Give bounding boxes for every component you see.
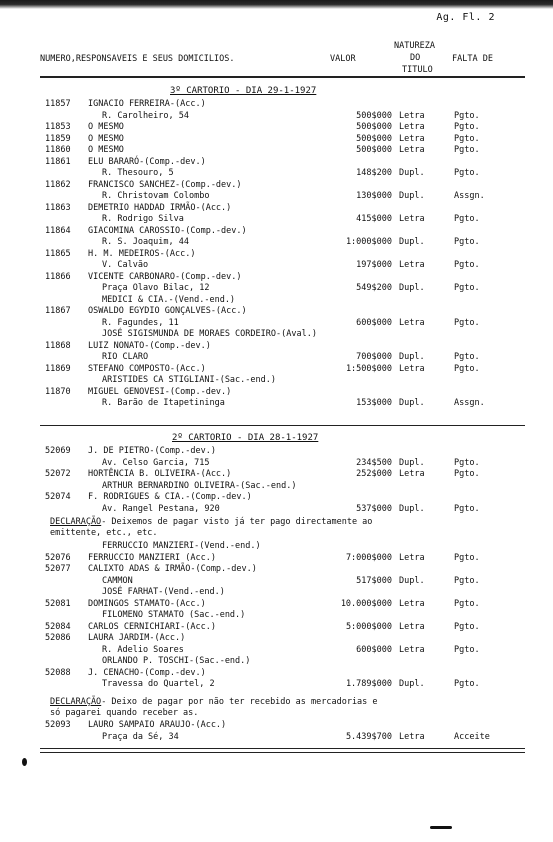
row-valor: 5.439$700 [345,731,392,742]
table-row [0,387,553,398]
row-natureza: Letra [399,133,425,144]
table-row [0,249,553,260]
row-valor: 5:000$000 [345,621,392,632]
table-row [0,668,553,679]
header-numero: NUMERO,RESPONSAVEIS E SEUS DOMICILIOS. [40,54,235,64]
row-valor: 1:500$000 [345,363,392,374]
row-name: JOSÉ FARHAT-(Vend.-end.) [102,587,225,597]
row-name: R. Rodrigo Silva [102,214,184,224]
row-name: CAMMON [102,575,133,586]
row-valor: 537$000 [356,503,392,514]
row-number: 52093 [45,720,71,730]
row-falta: Pgto. [454,644,480,655]
table-row [0,122,553,133]
table-row [0,481,553,492]
table-row [0,260,553,271]
section-title-3-cartorio: 3º CARTORIO - DIA 29-1-1927 [170,86,317,96]
table-row [0,226,553,237]
page-number: Ag. Fl. 2 [436,12,495,23]
row-number: 11862 [45,179,71,190]
row-name: LAURA JARDIM-(Acc.) [88,633,186,643]
row-name: R. Fagundes, 11 [102,317,179,328]
row-natureza: Letra [399,145,425,155]
table-row [0,458,553,469]
table-row [0,99,553,110]
table-row [0,645,553,656]
row-natureza: Dupl. [399,457,425,468]
row-number: 52076 [45,552,71,563]
row-falta: Pgto. [454,679,480,689]
ink-mark [22,758,27,766]
row-number: 52081 [45,598,71,609]
row-falta: Pgto. [454,237,480,247]
declaracao-1 [50,517,372,527]
row-valor: 517$000 [356,575,392,586]
row-name: ARISTIDES CA STIGLIANI-(Sac.-end.) [102,375,276,385]
row-name: Av. Rangel Pestana, 920 [102,503,220,514]
row-number: 11864 [45,225,71,236]
row-name: CALIXTO ADAS & IRMÃO-(Comp.-dev.) [88,564,257,574]
row-falta: Pgto. [454,317,480,328]
row-falta: Pgto. [454,469,480,479]
row-natureza: Letra [399,214,425,224]
row-name: MEDICI & CIA.-(Vend.-end.) [102,294,236,305]
row-number: 11867 [45,306,71,316]
row-name: R. Thesouro, 5 [102,168,174,178]
table-row [0,492,553,503]
row-natureza: Dupl. [399,168,425,178]
table-row [0,364,553,375]
row-natureza: Letra [399,317,425,328]
row-name: R. Adelio Soares [102,644,184,655]
row-name: GIACOMINA CAROSSIO-(Comp.-dev.) [88,225,247,236]
ink-smudge [430,826,452,829]
row-falta: Pgto. [454,214,480,224]
row-name: F. RODRIGUES & CIA.-(Comp.-dev.) [88,492,252,502]
row-falta: Pgto. [454,552,480,563]
row-name: J. CENACHO-(Comp.-dev.) [88,667,206,678]
table-row [0,587,553,598]
declaracao-2-label: DECLARAÇÃO [50,697,102,707]
row-number: 11857 [45,99,71,109]
row-name: MIGUEL GENOVESI-(Comp.-dev.) [88,386,232,397]
table-row [0,599,553,610]
row-valor: 197$000 [356,260,392,270]
row-natureza: Letra [399,122,425,132]
row-name: OSWALDO EGYDIO GONÇALVES-(Acc.) [88,306,247,316]
header-rule [40,76,525,78]
header-natureza-do: DO [410,53,421,63]
row-valor: 500$000 [356,122,392,132]
table-row [0,610,553,621]
row-valor: 415$000 [356,214,392,224]
row-valor: 234$500 [356,457,392,468]
table-row [0,203,553,214]
section-title-2-cartorio: 2º CARTORIO - DIA 28-1-1927 [172,433,319,443]
row-number: 52086 [45,633,71,643]
table-row [0,237,553,248]
row-name: FERRUCCIO MANZIERI (Acc.) [88,552,216,563]
row-name: FRANCISCO SANCHEZ-(Comp.-dev.) [88,179,242,190]
row-natureza: Letra [399,363,425,374]
row-name: RIO CLARO [102,352,149,362]
row-name: Travessa do Quartel, 2 [102,679,215,689]
row-falta: Pgto. [454,122,480,132]
row-name: O MESMO [88,133,124,144]
row-falta: Pgto. [454,145,480,155]
row-name: IGNACIO FERREIRA-(Acc.) [88,99,206,109]
header-falta: FALTA DE [452,54,493,64]
table-row [0,446,553,457]
row-natureza: Dupl. [399,283,425,293]
row-number: 11859 [45,133,71,144]
row-name: FERRUCCIO MANZIERI-(Vend.-end.) [102,541,261,551]
table-row [0,633,553,644]
row-falta: Assgn. [454,398,485,408]
row-name: FILOMENO STAMATO (Sac.-end.) [102,610,246,620]
table-row [0,732,553,743]
row-natureza: Dupl. [399,237,425,247]
row-natureza: Letra [399,644,425,655]
table-row [0,504,553,515]
header-natureza: NATUREZA [394,41,435,51]
row-natureza: Dupl. [399,575,425,586]
row-natureza: Dupl. [399,503,425,514]
row-name: DOMINGOS STAMATO-(Acc.) [88,598,206,609]
row-natureza: Dupl. [399,191,425,201]
table-row [0,352,553,363]
row-number: 52088 [45,667,71,678]
row-number: 52072 [45,469,71,479]
row-valor: 700$000 [356,352,392,362]
table-row [0,576,553,587]
table-row [0,341,553,352]
row-name: DEMETRIO HADDAD IRMÃO-(Acc.) [88,202,232,213]
table-row [0,553,553,564]
table-row [0,145,553,156]
row-name: J. DE PIETRO-(Comp.-dev.) [88,446,216,456]
row-number: 11866 [45,271,71,282]
table-row [0,306,553,317]
row-name: VICENTE CARBONARO-(Comp.-dev.) [88,271,242,282]
row-falta: Pgto. [454,260,480,270]
declaracao-1-label: DECLARAÇÃO [50,517,102,527]
table-row [0,656,553,667]
row-name: LUIZ NONATO-(Comp.-dev.) [88,340,211,351]
row-natureza: Letra [399,598,425,609]
row-natureza: Letra [399,621,425,632]
row-name: R. Christovam Colombo [102,191,210,201]
table-row [0,168,553,179]
header-valor: VALOR [330,54,356,64]
row-name: V. Calvão [102,260,149,270]
row-name: Praça da Sé, 34 [102,731,179,742]
row-valor: 148$200 [356,168,392,178]
header-natureza-titulo: TITULO [402,65,433,75]
row-natureza: Letra [399,260,425,270]
row-valor: 153$000 [356,398,392,408]
table-row [0,541,553,552]
row-name: O MESMO [88,122,124,132]
row-number: 11869 [45,363,71,374]
row-valor: 130$000 [356,191,392,201]
row-falta: Pgto. [454,457,480,468]
row-valor: 549$200 [356,283,392,293]
row-number: 52077 [45,564,71,574]
row-valor: 500$000 [356,133,392,144]
row-natureza: Dupl. [399,398,425,408]
row-name: Praça Olavo Bilac, 12 [102,283,210,293]
declaracao-1-text: - Deixemos de pagar visto já ter pago directamente ao [101,517,373,527]
table-row [0,318,553,329]
row-valor: 1.789$000 [345,679,392,689]
table-row [0,180,553,191]
row-number: 52074 [45,492,71,502]
bottom-rule [40,748,525,749]
row-number: 11863 [45,202,71,213]
row-natureza: Dupl. [399,679,425,689]
row-valor: 500$000 [356,145,392,155]
row-name: O MESMO [88,145,124,155]
table-row [0,272,553,283]
row-falta: Pgto. [454,363,480,374]
row-valor: 10.000$000 [340,598,392,609]
row-number: 11865 [45,248,71,259]
table-row [0,564,553,575]
table-row [0,295,553,306]
row-name: R. S. Joaquim, 44 [102,237,189,247]
declaracao-1-cont: emittente, etc., etc. [50,528,158,538]
row-name: ELU BARARÓ-(Comp.-dev.) [88,156,206,167]
row-natureza: Dupl. [399,352,425,362]
row-falta: Pgto. [454,133,480,144]
row-name: ARTHUR BERNARDINO OLIVEIRA-(Sac.-end.) [102,480,297,491]
table-row [0,134,553,145]
row-name: HORTÊNCIA B. OLIVEIRA-(Acc.) [88,469,232,479]
declaracao-2-cont: só pagarei quando receber as. [50,708,199,718]
table-row [0,329,553,340]
row-natureza: Letra [399,552,425,563]
bottom-rule-2 [40,752,525,753]
row-falta: Pgto. [454,598,480,609]
table-row [0,375,553,386]
row-number: 11868 [45,340,71,351]
table-row [0,111,553,122]
row-falta: Pgto. [454,352,480,362]
table-row [0,679,553,690]
scan-edge-shadow [0,0,553,9]
row-falta: Pgto. [454,503,480,514]
row-number: 52084 [45,621,71,632]
row-number: 11853 [45,122,71,132]
row-number: 11870 [45,386,71,397]
row-number: 52069 [45,446,71,456]
row-falta: Pgto. [454,621,480,632]
row-valor: 600$000 [356,644,392,655]
row-falta: Pgto. [454,168,480,178]
declaracao-2 [50,697,378,707]
row-name: H. M. MEDEIROS-(Acc.) [88,248,196,259]
row-valor: 252$000 [356,469,392,479]
row-name: CARLOS CERNICHIARI-(Acc.) [88,621,216,632]
row-falta: Pgto. [454,110,480,121]
declaracao-2-text: - Deixo de pagar por não ter recebido as mercadorias e [101,697,378,707]
table-row [0,469,553,480]
row-name: LAURO SAMPAIO ARAUJO-(Acc.) [88,720,227,730]
row-number: 11861 [45,156,71,167]
row-falta: Acceite [454,731,490,742]
row-natureza: Letra [399,731,425,742]
row-falta: Pgto. [454,283,480,293]
row-number: 11860 [45,145,71,155]
row-name: JOSÉ SIGISMUNDA DE MORAES CORDEIRO-(Aval.) [102,329,317,339]
row-name: STEFANO COMPOSTO-(Acc.) [88,363,206,374]
section-divider [40,425,525,426]
table-row [0,622,553,633]
row-natureza: Letra [399,469,425,479]
row-name: Av. Celso Garcia, 715 [102,457,210,468]
table-row [0,214,553,225]
table-row [0,398,553,409]
row-valor: 500$000 [356,110,392,121]
row-valor: 1:000$000 [345,237,392,247]
table-header [40,40,520,74]
row-valor: 7:000$000 [345,552,392,563]
table-row [0,157,553,168]
row-falta: Assgn. [454,191,485,201]
table-row [0,283,553,294]
row-name: ORLANDO P. TOSCHI-(Sac.-end.) [102,656,251,666]
row-falta: Pgto. [454,575,480,586]
row-name: R. Barão de Itapetininga [102,398,225,408]
table-row [0,191,553,202]
row-natureza: Letra [399,110,425,121]
row-valor: 600$000 [356,317,392,328]
table-row [0,720,553,731]
row-name: R. Carolheiro, 54 [102,110,189,121]
